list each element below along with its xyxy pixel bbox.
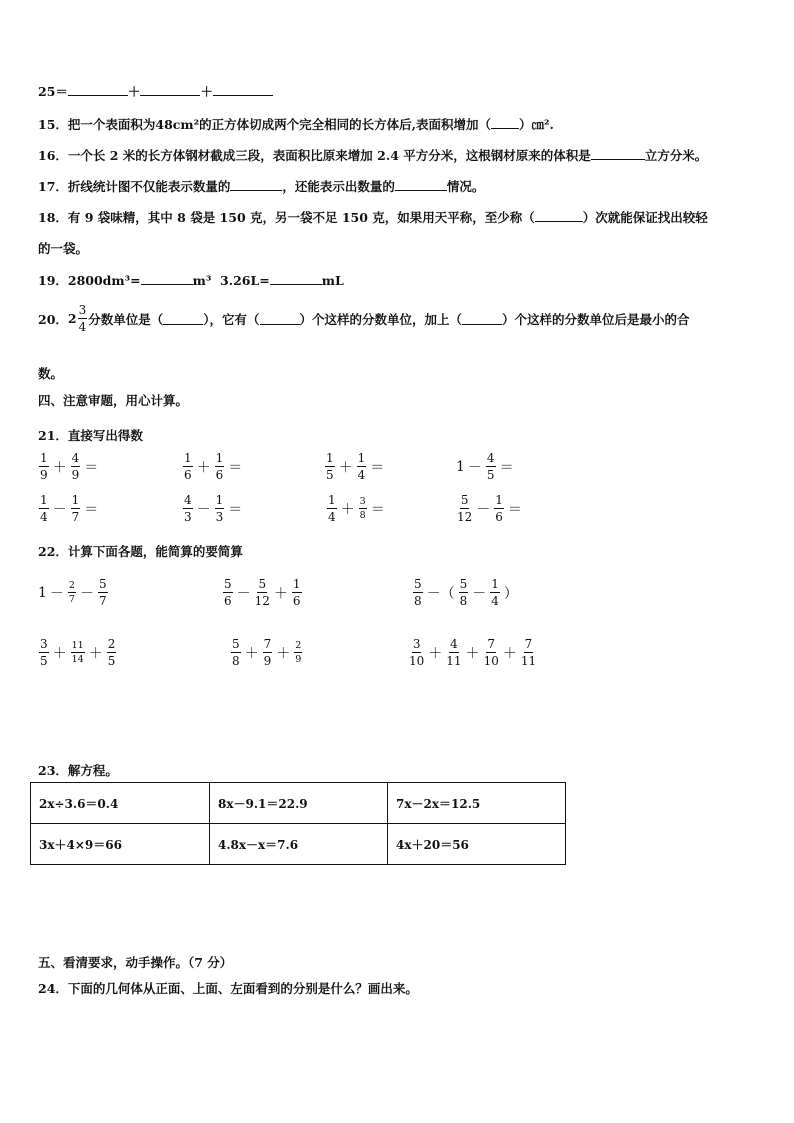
equation-cell: 2x÷3.6＝0.4 bbox=[31, 783, 210, 824]
fraction: $\frac{1}{5}$ bbox=[326, 451, 334, 482]
question-21-title: 21．直接写出得数 bbox=[38, 428, 143, 443]
fraction: $\frac{1}{6}$ bbox=[215, 451, 224, 482]
q22-expr-6: $\frac{3}{10}$ ＋ $\frac{4}{11}$ ＋ $\frac{7}{10}$ ＋ $\frac{7}{11}$ bbox=[409, 637, 537, 668]
q17-text: 17．折线统计图不仅能表示数量的 bbox=[38, 179, 231, 194]
q21-expr: 1 － $\frac{4}{5}$ ＝ bbox=[456, 451, 514, 482]
equation-cell: 7x－2x＝12.5 bbox=[388, 783, 566, 824]
fraction: $\frac{5}{8}$ bbox=[459, 577, 468, 608]
answer-blank[interactable] bbox=[270, 272, 322, 285]
q19-a-text: 19．2800dm³= bbox=[38, 273, 141, 288]
answer-blank[interactable] bbox=[141, 272, 193, 285]
mixed-fraction: $\frac{3}{4}$ bbox=[78, 303, 87, 334]
fraction: $\frac{1}{3}$ bbox=[215, 493, 224, 524]
section-4-heading: 四、注意审题，用心计算。 bbox=[38, 393, 189, 408]
q16-suffix: 立方分米。 bbox=[644, 148, 708, 163]
q21-expr: $\frac{5}{12}$ － $\frac{1}{6}$ ＝ bbox=[457, 493, 522, 524]
q19-b-unit: mL bbox=[321, 273, 344, 288]
table-row bbox=[31, 783, 566, 824]
equation-cell: 4x＋20＝56 bbox=[388, 824, 566, 865]
q21-expr: $\frac{1}{4}$ － $\frac{1}{7}$ ＝ bbox=[40, 493, 99, 524]
mixed-whole: 2 bbox=[67, 311, 77, 326]
fraction: $\frac{4}{5}$ bbox=[486, 451, 495, 482]
fraction: $\frac{5}{12}$ bbox=[457, 493, 473, 524]
q15-text: 15．把一个表面积为48cm²的正方体切成两个完全相同的长方体后,表面积增加（ bbox=[38, 117, 491, 132]
answer-blank[interactable] bbox=[140, 83, 200, 96]
question-16 bbox=[38, 146, 707, 164]
question-15 bbox=[38, 115, 554, 133]
fraction: $\frac{1}{4}$ bbox=[357, 451, 366, 482]
q22-expr-1: 1 － $\frac{2}{7}$ － $\frac{5}{7}$ bbox=[38, 577, 107, 608]
q14-lhs: 25＝ bbox=[38, 84, 68, 99]
fraction: $\frac{7}{11}$ bbox=[520, 637, 537, 668]
question-19 bbox=[38, 271, 344, 289]
fraction: $\frac{7}{9}$ bbox=[263, 637, 272, 668]
answer-blank[interactable] bbox=[230, 178, 282, 191]
fraction: $\frac{5}{7}$ bbox=[98, 577, 107, 608]
fraction: $\frac{1}{4}$ bbox=[328, 493, 336, 524]
answer-blank[interactable] bbox=[213, 83, 273, 96]
fraction: $\frac{4}{9}$ bbox=[71, 451, 80, 482]
q16-text: 16．一个长 2 米的长方体钢材截成三段，表面积比原来增加 2.4 平方分米，这根钢材原来的体积是 bbox=[38, 148, 591, 163]
table-row bbox=[31, 824, 566, 865]
q22-expr-3: $\frac{5}{8}$ －（ $\frac{5}{8}$ － $\frac{1}{4}$ ） bbox=[414, 577, 518, 608]
fraction: $\frac{2}{5}$ bbox=[107, 637, 116, 668]
q22-expr-5: $\frac{5}{8}$ ＋ $\frac{7}{9}$ ＋ $\frac{2}{9}$ bbox=[232, 637, 302, 668]
fraction: $\frac{3}{5}$ bbox=[40, 637, 48, 668]
plus-sign: ＋ bbox=[127, 84, 141, 99]
fraction: $\frac{1}{7}$ bbox=[71, 493, 80, 524]
fraction: $\frac{7}{10}$ bbox=[483, 637, 499, 668]
q20-text4: ）个这样的分数单位后是最小的合 bbox=[502, 311, 690, 327]
fraction: $\frac{3}{8}$ bbox=[359, 495, 366, 521]
answer-blank[interactable] bbox=[462, 312, 502, 325]
fraction: $\frac{2}{9}$ bbox=[295, 639, 302, 665]
question-17 bbox=[38, 177, 484, 195]
fraction: $\frac{1}{4}$ bbox=[40, 493, 48, 524]
section-5-heading: 五、看清要求，动手操作。（7 分） bbox=[38, 955, 233, 970]
question-20-continued: 数。 bbox=[38, 366, 64, 381]
q20-text1: 分数单位是（ bbox=[88, 311, 164, 327]
fraction: $\frac{4}{11}$ bbox=[446, 637, 462, 668]
q14-line bbox=[38, 82, 273, 100]
q17-suffix: 情况。 bbox=[446, 179, 485, 194]
question-18 bbox=[38, 208, 708, 226]
answer-blank[interactable] bbox=[163, 312, 203, 325]
q20-text3: ）个这样的分数单位，加上（ bbox=[299, 311, 463, 327]
fraction: $\frac{2}{7}$ bbox=[68, 579, 75, 605]
q21-expr: $\frac{1}{9}$ ＋ $\frac{4}{9}$ ＝ bbox=[40, 451, 99, 482]
equation-cell: 4.8x－x＝7.6 bbox=[210, 824, 388, 865]
question-23-title: 23．解方程。 bbox=[38, 763, 118, 778]
q22-expr-4: $\frac{3}{5}$ ＋ $\frac{11}{14}$ ＋ $\frac{2}{5}$ bbox=[40, 637, 116, 668]
fraction: $\frac{5}{8}$ bbox=[232, 637, 240, 668]
q21-expr: $\frac{1}{4}$ ＋ $\frac{3}{8}$ ＝ bbox=[328, 493, 385, 524]
q20-number: 20． bbox=[38, 311, 68, 327]
equation-cell: 3x＋4×9＝66 bbox=[31, 824, 210, 865]
question-24: 24．下面的几何体从正面、上面、左面看到的分别是什么？画出来。 bbox=[38, 981, 418, 996]
question-20 bbox=[38, 304, 690, 333]
q15-suffix: ）㎝². bbox=[518, 117, 554, 132]
fraction: $\frac{3}{10}$ bbox=[409, 637, 425, 668]
q22-expr-2: $\frac{5}{6}$ － $\frac{5}{12}$ ＋ $\frac{1}{6}$ bbox=[224, 577, 301, 608]
q19-a-unit: m³ bbox=[192, 273, 212, 288]
fraction: $\frac{1}{4}$ bbox=[491, 577, 499, 608]
question-18-continued: 的一袋。 bbox=[38, 241, 89, 256]
q18-suffix: ）次就能保证找出较轻 bbox=[582, 210, 708, 225]
fraction: $\frac{1}{9}$ bbox=[40, 451, 48, 482]
fraction: $\frac{1}{6}$ bbox=[292, 577, 301, 608]
answer-blank[interactable] bbox=[535, 209, 583, 222]
answer-blank[interactable] bbox=[68, 83, 128, 96]
fraction: $\frac{5}{12}$ bbox=[254, 577, 270, 608]
fraction: $\frac{1}{6}$ bbox=[495, 493, 503, 524]
q17-middle: ，还能表示出数量的 bbox=[282, 179, 395, 194]
fraction: $\frac{1}{6}$ bbox=[184, 451, 192, 482]
q18-text: 18．有 9 袋味精，其中 8 袋是 150 克，另一袋不足 150 克，如果用天平称，至少称（ bbox=[38, 210, 535, 225]
answer-blank[interactable] bbox=[591, 147, 645, 160]
q21-expr: $\frac{1}{5}$ ＋ $\frac{1}{4}$ ＝ bbox=[326, 451, 385, 482]
answer-blank[interactable] bbox=[260, 312, 300, 325]
equation-cell: 8x－9.1＝22.9 bbox=[210, 783, 388, 824]
fraction: $\frac{5}{8}$ bbox=[414, 577, 422, 608]
q20-text2: ），它有（ bbox=[203, 311, 260, 327]
q21-expr: $\frac{1}{6}$ ＋ $\frac{1}{6}$ ＝ bbox=[184, 451, 243, 482]
q19-b-text: 3.26L= bbox=[220, 273, 270, 288]
answer-blank[interactable] bbox=[395, 178, 447, 191]
q21-expr: $\frac{4}{3}$ － $\frac{1}{3}$ ＝ bbox=[184, 493, 243, 524]
answer-blank[interactable] bbox=[491, 116, 519, 129]
fraction: $\frac{11}{14}$ bbox=[71, 639, 84, 665]
equation-table bbox=[30, 782, 566, 865]
fraction: $\frac{4}{3}$ bbox=[184, 493, 192, 524]
fraction: $\frac{5}{6}$ bbox=[224, 577, 232, 608]
plus-sign: ＋ bbox=[200, 84, 213, 99]
question-22-title: 22．计算下面各题，能简算的要简算 bbox=[38, 544, 243, 559]
